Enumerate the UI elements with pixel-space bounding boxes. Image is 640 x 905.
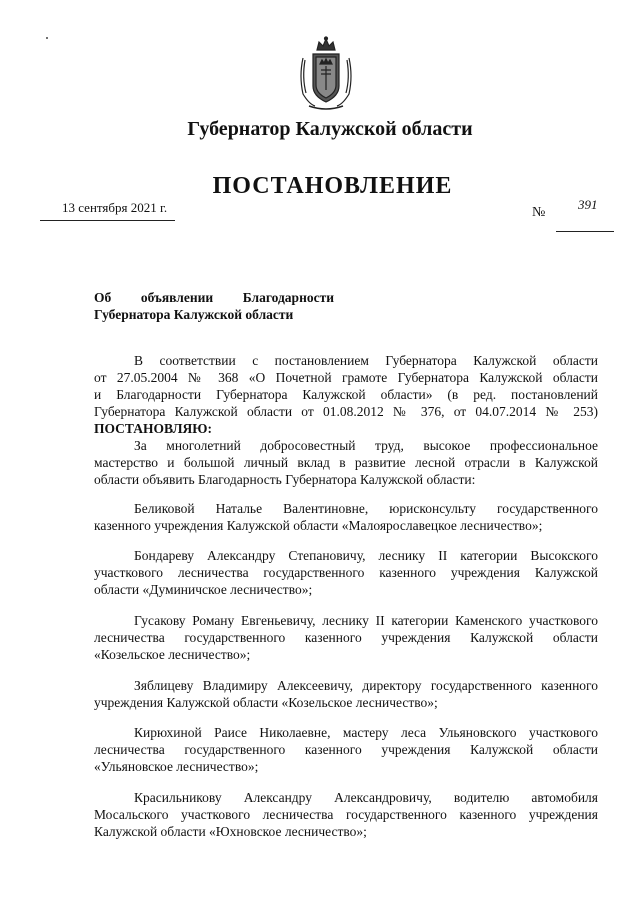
text-line: Красильникову Александру Александровичу, водителю автомобиля (134, 790, 598, 805)
recipient-paragraph (94, 724, 598, 775)
subject-line-2: Губернатора Калужской области (94, 307, 294, 322)
text-line: Кирюхиной Раисе Николаевне, мастеру леса Ульяновского участкового (134, 725, 598, 740)
date-underline (40, 220, 175, 221)
text-line: Беликовой Наталье Валентиновне, юрисконсульту государственного (134, 501, 598, 516)
text-line: За многолетний добросовестный труд, высокое профессиональное (134, 438, 598, 453)
text-line: «Козельское лесничество»; (94, 647, 251, 662)
intro-paragraph (94, 437, 598, 488)
subject-word: Благодарности (242, 290, 334, 305)
recipient-paragraph (94, 677, 598, 711)
text-line: области «Думиничское лесничество»; (94, 582, 313, 597)
subject-word: объявлении (140, 290, 214, 305)
recipient-paragraph (94, 547, 598, 598)
text-line: Зяблицеву Владимиру Алексеевичу, директору государственного казенного (134, 678, 598, 693)
decree-word: ПОСТАНОВЛЯЮ: (94, 421, 212, 436)
text-line: и Благодарности Губернатора Калужской области» (в ред. постановлений (94, 387, 598, 402)
text-line: мастерство и большой личный вклад в развитие лесной отрасли в Калужской (94, 455, 598, 470)
text-line: Мосальского участкового лесничества государственного казенного учреждения (94, 807, 598, 822)
recipient-paragraph (94, 789, 598, 840)
text-line: области объявить Благодарность Губернатора Калужской области: (94, 472, 476, 487)
number-underline (556, 231, 614, 232)
document-subject (94, 289, 334, 323)
preamble-paragraph (94, 352, 598, 437)
document-number: 391 (578, 197, 598, 212)
subject-word: Об (94, 290, 112, 305)
text-line: Калужской области «Юхновское лесничество»; (94, 824, 367, 839)
coat-of-arms-emblem (295, 36, 357, 112)
text-line: от 27.05.2004 № 368 «О Почетной грамоте Губернатора Калужской области (94, 370, 598, 385)
document-date: 13 сентября 2021 г. (62, 200, 168, 215)
text-line: лесничества государственного казенного учреждения Калужской области (94, 630, 598, 645)
issuer-title: Губернатор Калужской области (187, 118, 473, 140)
text-line: Бондареву Александру Степановичу, леснику II категории Высокского (134, 548, 598, 563)
recipient-paragraph (94, 612, 598, 663)
text-line: «Ульяновское лесничество»; (94, 759, 259, 774)
text-line: казенного учреждения Калужской области «Малоярославецкое лесничество»; (94, 518, 543, 533)
text-line: лесничества государственного казенного учреждения Калужской области (94, 742, 598, 757)
subject-line-1 (94, 289, 334, 306)
recipient-paragraph (94, 500, 598, 534)
text-line: Губернатора Калужской области от 01.08.2012 № 376, от 04.07.2014 № 253) (94, 404, 598, 419)
document-type-heading: ПОСТАНОВЛЕНИЕ (212, 173, 453, 199)
text-line: участкового лесничества государственного казенного учреждения Калужской (94, 565, 598, 580)
text-line: Гусакову Роману Евгеньевичу, леснику II категории Каменского участкового (134, 613, 598, 628)
scan-speck (46, 37, 48, 39)
number-label: № (532, 205, 546, 220)
text-line: В соответствии с постановлением Губернатора Калужской области (134, 353, 598, 368)
text-line: учреждения Калужской области «Козельское лесничество»; (94, 695, 438, 710)
